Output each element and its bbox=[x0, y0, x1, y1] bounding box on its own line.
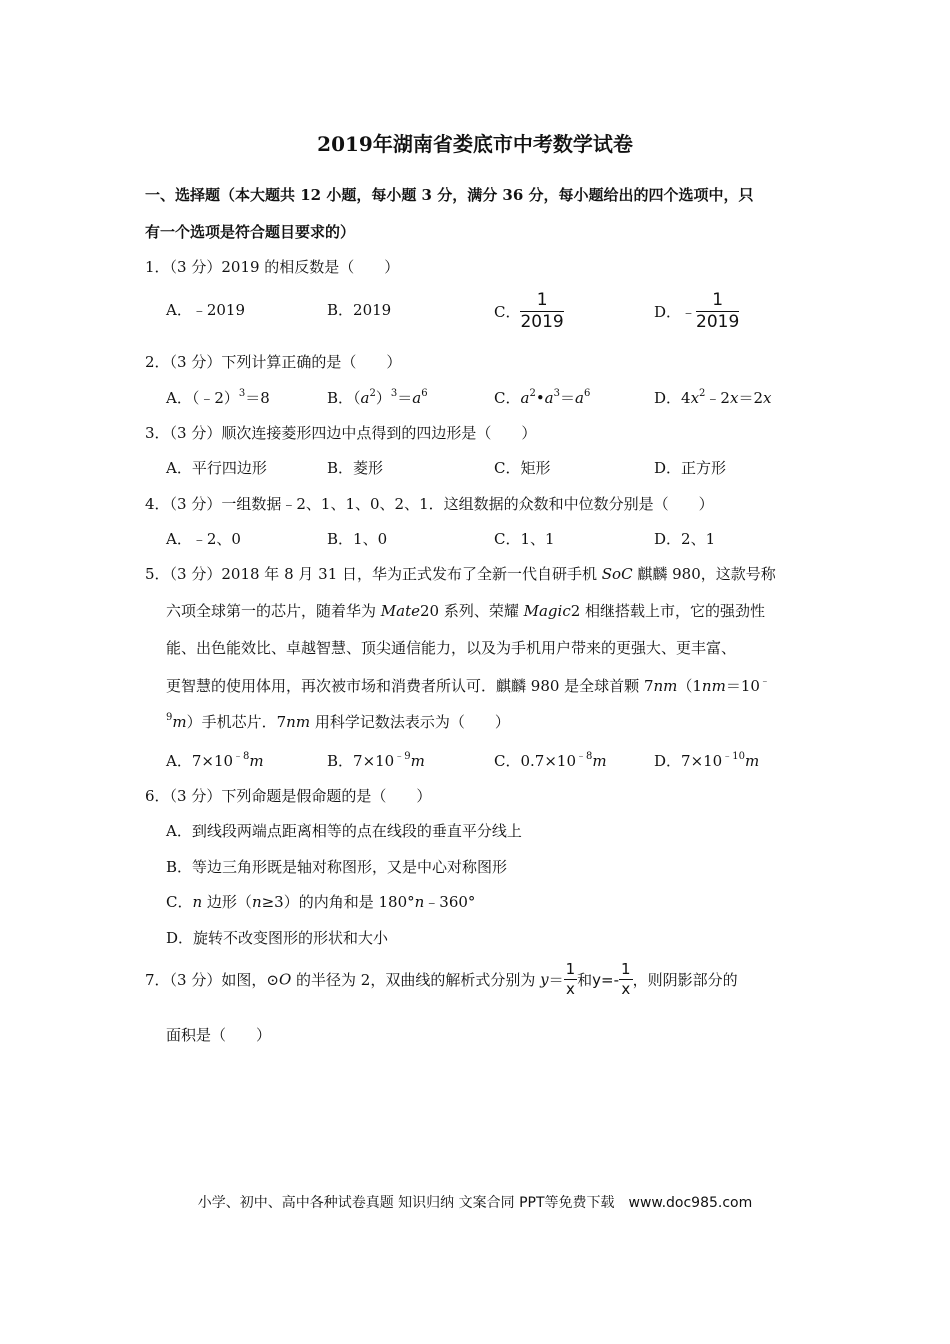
question-2-stem: 2．（3 分）下列计算正确的是（ ） bbox=[145, 353, 402, 371]
variable: y bbox=[540, 970, 549, 989]
question-3-option-c: C．矩形 bbox=[494, 459, 551, 477]
question-2-option-a bbox=[166, 387, 270, 408]
question-5-line4 bbox=[166, 675, 770, 696]
question-3-option-d: D．正方形 bbox=[654, 459, 727, 477]
variable: x bbox=[729, 389, 739, 407]
question-7-line2: 面积是（ ） bbox=[166, 1026, 272, 1044]
fraction-numerator: 1 bbox=[696, 292, 739, 312]
option-label: B．7×10 bbox=[327, 752, 395, 770]
variable: x bbox=[762, 389, 772, 407]
italic-term: Mate bbox=[380, 602, 420, 620]
exponent: 9 bbox=[166, 712, 173, 723]
option-label: C．0.7×10 bbox=[494, 752, 576, 770]
question-3-option-a: A．平行四边形 bbox=[166, 459, 267, 477]
page-title: 2019年湖南省娄底市中考数学试卷 bbox=[317, 132, 633, 156]
question-5-line3: 能、出色能效比、卓越智慧、顶尖通信能力，以及为手机用户带来的更强大、更丰富、 bbox=[166, 639, 737, 657]
minus-sign: ﹣ bbox=[681, 303, 697, 321]
exponent: 2 bbox=[529, 388, 536, 399]
fraction-denominator: x bbox=[621, 980, 631, 998]
exponent: ﹣9 bbox=[394, 751, 411, 762]
italic-term: Magic bbox=[523, 602, 571, 620]
exponent: 3 bbox=[238, 388, 246, 399]
text-run: ＝10 bbox=[725, 677, 760, 695]
expression-base: （﹣2） bbox=[191, 389, 239, 407]
section-heading-line2: 有一个选项是符合题目要求的） bbox=[145, 223, 356, 241]
exponent: 2 bbox=[699, 388, 706, 399]
variable: a bbox=[520, 389, 530, 407]
text-run: 用科学记数法表示为（ ） bbox=[310, 713, 510, 731]
question-5-option-b bbox=[327, 750, 425, 771]
fraction bbox=[520, 292, 563, 331]
expression-rest: ＝8 bbox=[245, 389, 270, 407]
text-run: 和y=- bbox=[577, 971, 620, 989]
dot-operator: • bbox=[535, 389, 545, 407]
question-6-option-c bbox=[166, 891, 475, 912]
question-5-line2 bbox=[166, 600, 765, 621]
unit: m bbox=[592, 752, 607, 770]
text-run: ，则阴影部分的 bbox=[632, 971, 738, 989]
question-6-stem: 6．（3 分）下列命题是假命题的是（ ） bbox=[145, 787, 432, 805]
paren-close: ） bbox=[375, 389, 391, 407]
coefficient: 4 bbox=[681, 389, 691, 407]
question-6-option-d: D．旋转不改变图形的形状和大小 bbox=[166, 929, 389, 947]
text-run: 更智慧的使用体用，再次被市场和消费者所认可．麒麟 980 是全球首颗 7 bbox=[166, 677, 654, 695]
text-run: 麒麟 980，这款号称 bbox=[632, 565, 776, 583]
exponent: ﹣10 bbox=[722, 751, 745, 762]
option-label: A．7×10 bbox=[166, 752, 234, 770]
page-footer: 小学、初中、高中各种试卷真题 知识归纳 文案合同 PPT等免费下载 www.doc985.com bbox=[197, 1195, 753, 1211]
question-4-option-c: C．1、1 bbox=[494, 530, 555, 548]
text-run: 20 系列、荣耀 bbox=[420, 602, 524, 620]
option-label: D．7×10 bbox=[654, 752, 723, 770]
question-2-option-b bbox=[327, 387, 428, 408]
question-1-option-a: A．﹣2019 bbox=[166, 301, 246, 319]
fraction-numerator: 1 bbox=[621, 960, 631, 978]
exponent: ﹣ bbox=[759, 676, 770, 687]
italic-term: SoC bbox=[601, 565, 633, 583]
text-run: 2 相继搭载上市，它的强劲性 bbox=[570, 602, 766, 620]
question-2-option-c bbox=[494, 387, 590, 408]
question-3-option-b: B．菱形 bbox=[327, 459, 384, 477]
exponent: 6 bbox=[421, 388, 428, 399]
option-label: D． bbox=[654, 303, 682, 321]
fraction-numerator: 1 bbox=[565, 960, 576, 978]
question-5-line5 bbox=[166, 711, 510, 732]
variable: a bbox=[544, 389, 554, 407]
unit: m bbox=[172, 713, 187, 731]
question-6-option-a: A．到线段两端点距离相等的点在线段的垂直平分线上 bbox=[166, 822, 522, 840]
question-1-option-b: B．2019 bbox=[327, 301, 392, 319]
question-3-stem: 3．（3 分）顺次连接菱形四边中点得到的四边形是（ ） bbox=[145, 424, 537, 442]
equals: ＝ bbox=[548, 971, 564, 989]
variable: a bbox=[412, 389, 422, 407]
text-run: ﹣360° bbox=[424, 893, 476, 911]
equals: ＝ bbox=[560, 389, 576, 407]
variable: a bbox=[360, 389, 370, 407]
exponent: ﹣8 bbox=[576, 751, 593, 762]
option-label: C． bbox=[494, 389, 521, 407]
fraction-denominator: 2019 bbox=[520, 312, 564, 332]
equals: ＝ bbox=[397, 389, 413, 407]
question-5-option-d bbox=[654, 750, 759, 771]
exponent: 2 bbox=[369, 388, 376, 399]
question-1-stem: 1．（3 分）2019 的相反数是（ ） bbox=[145, 258, 400, 276]
text-run: （1 bbox=[677, 677, 702, 695]
text-run: 六项全球第一的芯片，随着华为 bbox=[166, 602, 381, 620]
unit: nm bbox=[653, 677, 678, 695]
unit: nm bbox=[701, 677, 726, 695]
question-5-option-a bbox=[166, 750, 264, 771]
question-6-option-b: B．等边三角形既是轴对称图形，又是中心对称图形 bbox=[166, 858, 508, 876]
paren-open: （ bbox=[353, 389, 361, 407]
exponent: 6 bbox=[583, 388, 591, 399]
equals: ＝2 bbox=[738, 389, 763, 407]
unit: m bbox=[249, 752, 264, 770]
section-heading-line1: 一、选择题（本大题共 12 小题，每小题 3 分，满分 36 分，每小题给出的四个选项中，只 bbox=[145, 186, 754, 204]
question-4-option-a: A．﹣2、0 bbox=[166, 530, 241, 548]
exponent: 3 bbox=[390, 388, 398, 399]
question-4-option-b: B．1、0 bbox=[327, 530, 388, 548]
question-1-option-c bbox=[494, 292, 564, 331]
question-5-option-c bbox=[494, 750, 607, 771]
fraction-numerator: 1 bbox=[520, 292, 563, 312]
option-label: C． bbox=[494, 303, 521, 321]
text-run: 的半径为 2，双曲线的解析式分别为 bbox=[291, 971, 541, 989]
text-run: 边形（ bbox=[202, 893, 252, 911]
text-run: 7．（3 分）如图，⊙ bbox=[145, 971, 279, 989]
text-run: ≥3）的内角和是 180° bbox=[261, 893, 415, 911]
fraction-denominator: 2019 bbox=[696, 312, 740, 332]
question-1-option-d bbox=[654, 292, 739, 331]
question-2-option-d bbox=[654, 387, 771, 408]
question-7-line1 bbox=[145, 962, 738, 997]
unit: nm bbox=[286, 713, 311, 731]
unit: m bbox=[410, 752, 425, 770]
exponent: 3 bbox=[553, 388, 560, 399]
text-run: ）手机芯片．7 bbox=[186, 713, 287, 731]
option-label: B． bbox=[327, 389, 354, 407]
option-label: A． bbox=[166, 389, 192, 407]
expression-mid: ﹣2 bbox=[705, 389, 730, 407]
question-4-stem: 4．（3 分）一组数据﹣2、1、1、0、2、1．这组数据的众数和中位数分别是（ ） bbox=[145, 495, 714, 513]
option-label: D． bbox=[654, 389, 682, 407]
variable: x bbox=[690, 389, 700, 407]
variable: n bbox=[414, 893, 425, 911]
variable: n bbox=[251, 893, 262, 911]
exponent: ﹣8 bbox=[233, 751, 250, 762]
question-5-line1 bbox=[145, 563, 776, 584]
option-label: C． bbox=[166, 893, 193, 911]
fraction bbox=[696, 292, 739, 331]
variable: a bbox=[575, 389, 584, 407]
fraction bbox=[564, 962, 578, 997]
unit: m bbox=[744, 752, 760, 770]
variable: O bbox=[278, 970, 292, 989]
fraction bbox=[619, 962, 633, 997]
variable: n bbox=[192, 893, 203, 911]
fraction-denominator: x bbox=[565, 980, 575, 998]
question-4-option-d: D．2、1 bbox=[654, 530, 716, 548]
text-run: 5．（3 分）2018 年 8 月 31 日，华为正式发布了全新一代自研手机 bbox=[145, 565, 602, 583]
